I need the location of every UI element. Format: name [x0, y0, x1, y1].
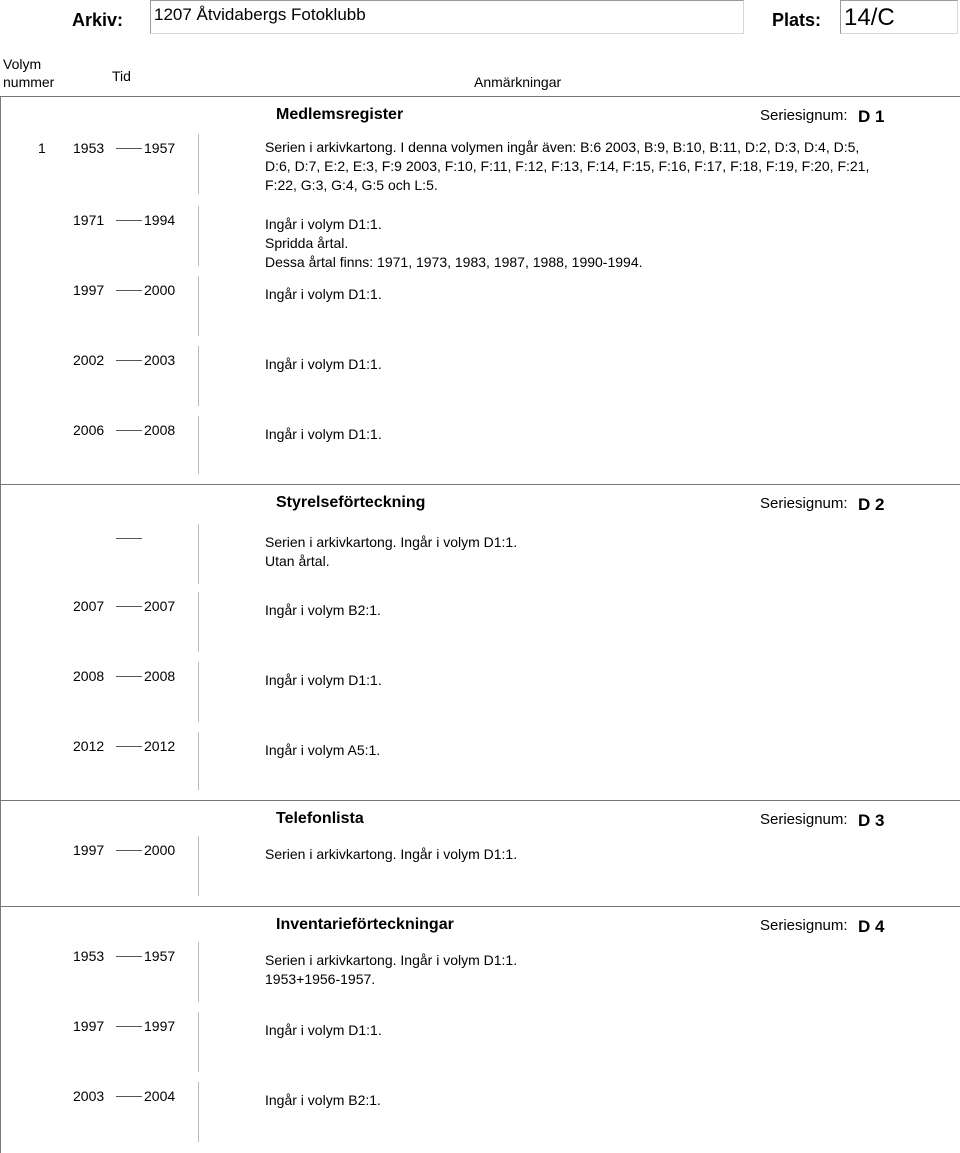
column-time: Tid	[112, 68, 131, 84]
volume-number: 1	[38, 140, 46, 156]
time-divider	[198, 524, 199, 584]
remark	[265, 601, 945, 620]
signum-label: Seriesignum:	[760, 107, 848, 124]
remark-line: Spridda årtal.	[265, 235, 349, 251]
remark	[265, 285, 945, 304]
time-divider	[198, 276, 199, 336]
year-dash	[116, 1096, 142, 1097]
remark-line: D:6, D:7, E:2, E:3, F:9 2003, F:10, F:11, F:12, F:13, F:14, F:15, F:16, F:17, F:18, F:19, F:20, F:21,	[265, 158, 870, 174]
remark-line: Ingår i volym A5:1.	[265, 742, 381, 758]
archive-label: Arkiv:	[72, 10, 124, 30]
year-dash	[116, 290, 142, 291]
remark-line: Utan årtal.	[265, 553, 330, 569]
year-from: 2007	[73, 598, 105, 614]
series-title: Medlemsregister	[276, 106, 404, 123]
time-divider	[198, 1082, 199, 1142]
year-to: 1994	[144, 212, 176, 228]
place-field	[840, 0, 958, 34]
year-from: 1997	[73, 842, 105, 858]
remark-line: Serien i arkivkartong. I denna volymen ingår även: B:6 2003, B:9, B:10, B:11, D:2, D:3, D:4, D:5,	[265, 139, 860, 155]
column-remarks: Anmärkningar	[474, 74, 562, 90]
column-volume: Volym	[3, 56, 42, 72]
year-to: 2003	[144, 352, 176, 368]
place-label: Plats:	[772, 10, 822, 30]
year-from: 2002	[73, 352, 105, 368]
year-dash	[116, 956, 142, 957]
series-title: Styrelseförteckning	[276, 494, 426, 511]
remark	[265, 138, 945, 195]
time-divider	[198, 662, 199, 722]
year-dash	[116, 676, 142, 677]
remark	[265, 533, 945, 571]
remark-line: Ingår i volym B2:1.	[265, 1092, 381, 1108]
remark	[265, 425, 945, 444]
time-divider	[198, 592, 199, 652]
remark-line: Ingår i volym D1:1.	[265, 286, 382, 302]
year-to: 1997	[144, 1018, 176, 1034]
year-from: 2003	[73, 1088, 105, 1104]
remark-line: Ingår i volym D1:1.	[265, 1022, 382, 1038]
signum-value: D 3	[858, 811, 885, 830]
signum-value: D 1	[858, 107, 885, 126]
year-dash	[116, 1026, 142, 1027]
remark	[265, 215, 945, 272]
year-to: 2000	[144, 842, 176, 858]
year-to: 2008	[144, 668, 176, 684]
remark-line: 1953+1956-1957.	[265, 971, 376, 987]
time-divider	[198, 416, 199, 474]
year-dash	[116, 606, 142, 607]
time-divider	[198, 732, 199, 790]
year-to: 2008	[144, 422, 176, 438]
remark-line: Ingår i volym D1:1.	[265, 216, 382, 232]
year-from: 2012	[73, 738, 105, 754]
remark	[265, 671, 945, 690]
place-value: 14/C	[844, 4, 895, 31]
time-divider	[198, 206, 199, 266]
remark-line: Dessa årtal finns: 1971, 1973, 1983, 1987, 1988, 1990-1994.	[265, 254, 643, 270]
time-divider	[198, 836, 199, 896]
signum-label: Seriesignum:	[760, 811, 848, 828]
year-from: 2006	[73, 422, 105, 438]
remark	[265, 1021, 945, 1040]
remark-line: F:22, G:3, G:4, G:5 och L:5.	[265, 177, 438, 193]
year-to: 1957	[144, 948, 176, 964]
year-from: 1997	[73, 1018, 105, 1034]
year-from: 1953	[73, 948, 105, 964]
year-to: 2007	[144, 598, 176, 614]
remark-line: Serien i arkivkartong. Ingår i volym D1:1.	[265, 952, 518, 968]
time-divider	[198, 942, 199, 1002]
year-from: 1971	[73, 212, 105, 228]
archive-field	[150, 0, 744, 34]
year-to: 2012	[144, 738, 176, 754]
signum-label: Seriesignum:	[760, 495, 848, 512]
remark	[265, 741, 945, 760]
remark	[265, 1091, 945, 1110]
archive-value: 1207 Åtvidabergs Fotoklubb	[154, 5, 366, 24]
year-dash	[116, 850, 142, 851]
remark-line: Serien i arkivkartong. Ingår i volym D1:1.	[265, 534, 518, 550]
series-title: Telefonlista	[276, 810, 364, 827]
year-dash	[116, 220, 142, 221]
remark-line: Serien i arkivkartong. Ingår i volym D1:1.	[265, 846, 518, 862]
year-to: 2004	[144, 1088, 176, 1104]
remark-line: Ingår i volym B2:1.	[265, 602, 381, 618]
year-dash	[116, 430, 142, 431]
column-volume-number: nummer	[3, 74, 55, 90]
year-from: 2008	[73, 668, 105, 684]
year-dash	[116, 538, 142, 539]
year-from: 1953	[73, 140, 105, 156]
remark-line: Ingår i volym D1:1.	[265, 672, 382, 688]
remark	[265, 951, 945, 989]
signum-value: D 2	[858, 495, 885, 514]
remark-line: Ingår i volym D1:1.	[265, 356, 382, 372]
time-divider	[198, 346, 199, 406]
year-from: 1997	[73, 282, 105, 298]
series-title: Inventarieförteckningar	[276, 916, 454, 933]
year-dash	[116, 360, 142, 361]
year-dash	[116, 148, 142, 149]
remark	[265, 355, 945, 374]
remark-line: Ingår i volym D1:1.	[265, 426, 382, 442]
year-dash	[116, 746, 142, 747]
year-to: 1957	[144, 140, 176, 156]
remark	[265, 845, 945, 864]
year-to: 2000	[144, 282, 176, 298]
signum-label: Seriesignum:	[760, 917, 848, 934]
time-divider	[198, 134, 199, 194]
time-divider	[198, 1012, 199, 1072]
signum-value: D 4	[858, 917, 885, 936]
